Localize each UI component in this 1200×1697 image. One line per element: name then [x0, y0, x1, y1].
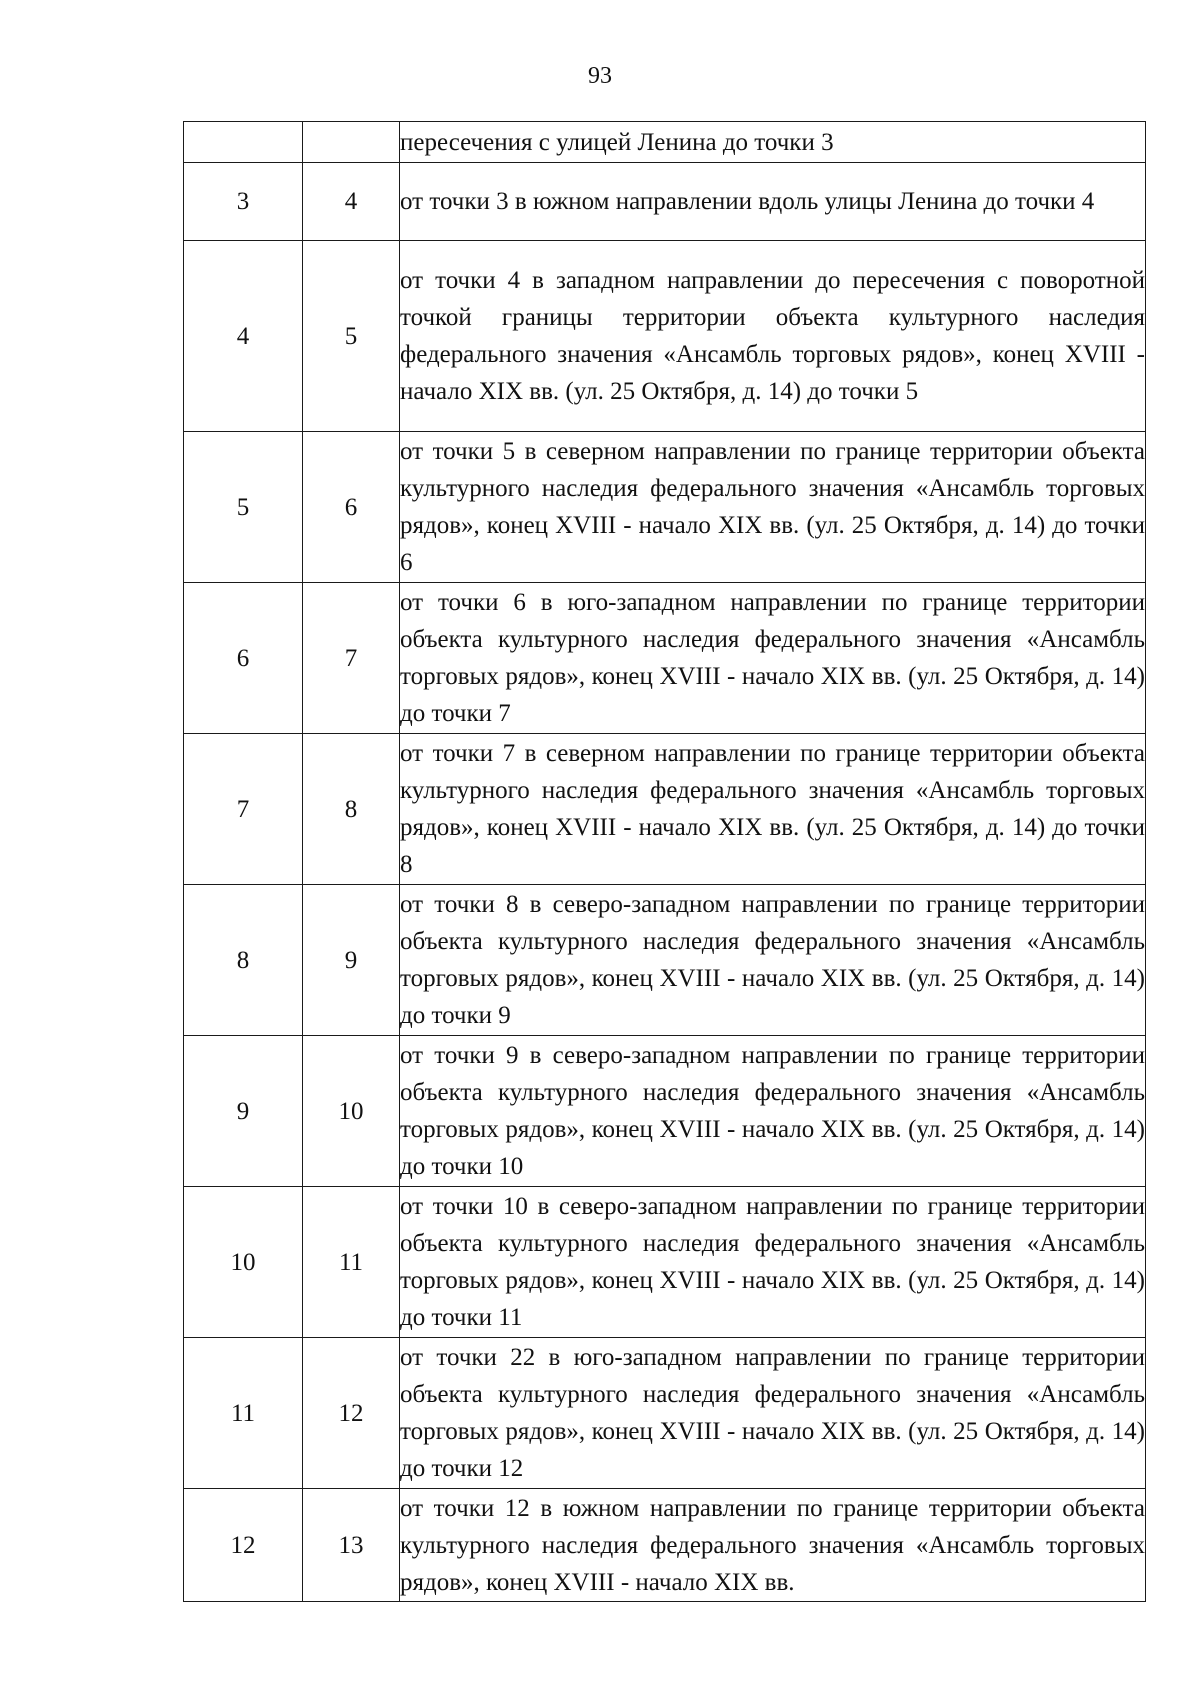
table-row [184, 734, 1146, 885]
boundary-description-cell: от точки 8 в северо-западном направлении по границе территории объекта культурного наследия федерального значения «Ансамбль торговых рядов», конец XVIII - начало XIX вв. (ул. 25 Октября, д. 14) до точки 9 [400, 885, 1146, 1036]
page-number: 93 [588, 63, 612, 89]
point-from-cell: 11 [184, 1338, 303, 1489]
boundary-description-cell: от точки 3 в южном направлении вдоль улицы Ленина до точки 4 [400, 163, 1146, 241]
point-from-cell: 3 [184, 163, 303, 241]
boundary-description-cell: от точки 4 в западном направлении до пересечения с поворотной точкой границы территории объекта культурного наследия федерального значения «Ансамбль торговых рядов», конец XVIII - начало XIX вв. (ул. 25 Октября, д. 14) до точки 5 [400, 241, 1146, 432]
table-row [184, 1489, 1146, 1602]
point-to-cell: 9 [303, 885, 400, 1036]
boundary-description-cell: пересечения с улицей Ленина до точки 3 [400, 122, 1146, 163]
boundary-description-cell: от точки 12 в южном направлении по границе территории объекта культурного наследия федерального значения «Ансамбль торговых рядов», конец XVIII - начало XIX вв. [400, 1489, 1146, 1602]
point-to-cell: 4 [303, 163, 400, 241]
point-to-cell: 8 [303, 734, 400, 885]
boundary-description-table [183, 121, 1146, 1602]
table-row [184, 122, 1146, 163]
point-from-cell: 12 [184, 1489, 303, 1602]
table-row [184, 241, 1146, 432]
table-row [184, 885, 1146, 1036]
point-from-cell: 9 [184, 1036, 303, 1187]
point-from-cell: 10 [184, 1187, 303, 1338]
point-from-cell: 7 [184, 734, 303, 885]
point-from-cell: 6 [184, 583, 303, 734]
point-to-cell: 10 [303, 1036, 400, 1187]
point-to-cell: 13 [303, 1489, 400, 1602]
table-row [184, 1338, 1146, 1489]
boundary-description-cell: от точки 7 в северном направлении по границе территории объекта культурного наследия федерального значения «Ансамбль торговых рядов», конец XVIII - начало XIX вв. (ул. 25 Октября, д. 14) до точки 8 [400, 734, 1146, 885]
point-to-cell: 5 [303, 241, 400, 432]
boundary-description-cell: от точки 9 в северо-западном направлении по границе территории объекта культурного наследия федерального значения «Ансамбль торговых рядов», конец XVIII - начало XIX вв. (ул. 25 Октября, д. 14) до точки 10 [400, 1036, 1146, 1187]
boundary-description-cell: от точки 22 в юго-западном направлении по границе территории объекта культурного наследия федерального значения «Ансамбль торговых рядов», конец XVIII - начало XIX вв. (ул. 25 Октября, д. 14) до точки 12 [400, 1338, 1146, 1489]
point-to-cell: 6 [303, 432, 400, 583]
point-from-cell: 8 [184, 885, 303, 1036]
point-to-cell [303, 122, 400, 163]
point-from-cell [184, 122, 303, 163]
point-from-cell: 4 [184, 241, 303, 432]
point-to-cell: 7 [303, 583, 400, 734]
point-to-cell: 11 [303, 1187, 400, 1338]
boundary-description-cell: от точки 5 в северном направлении по границе территории объекта культурного наследия федерального значения «Ансамбль торговых рядов», конец XVIII - начало XIX вв. (ул. 25 Октября, д. 14) до точки 6 [400, 432, 1146, 583]
point-to-cell: 12 [303, 1338, 400, 1489]
table-row [184, 1187, 1146, 1338]
table-row [184, 583, 1146, 734]
boundary-description-cell: от точки 6 в юго-западном направлении по границе территории объекта культурного наследия федерального значения «Ансамбль торговых рядов», конец XVIII - начало XIX вв. (ул. 25 Октября, д. 14) до точки 7 [400, 583, 1146, 734]
boundary-description-cell: от точки 10 в северо-западном направлении по границе территории объекта культурного наследия федерального значения «Ансамбль торговых рядов», конец XVIII - начало XIX вв. (ул. 25 Октября, д. 14) до точки 11 [400, 1187, 1146, 1338]
table-row [184, 1036, 1146, 1187]
table-row [184, 163, 1146, 241]
point-from-cell: 5 [184, 432, 303, 583]
table-row [184, 432, 1146, 583]
